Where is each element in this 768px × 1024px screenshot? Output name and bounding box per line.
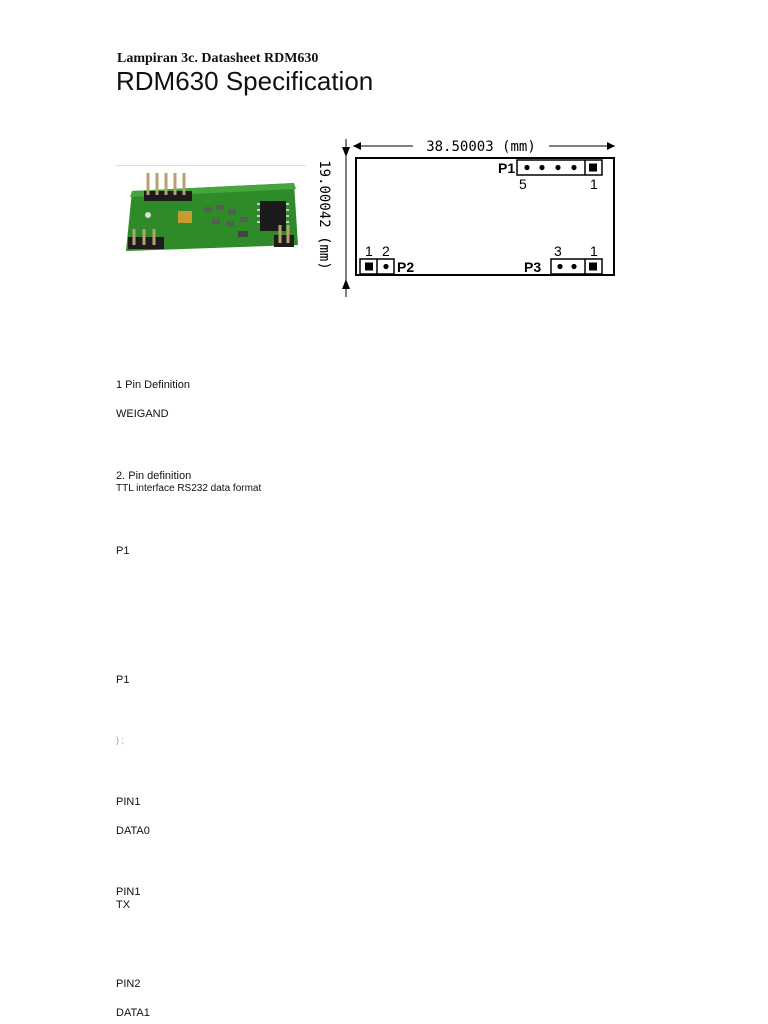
- pin2-label: PIN2: [116, 978, 141, 990]
- p2-label: P2: [397, 259, 415, 275]
- data1-label: DATA1: [116, 1007, 150, 1019]
- weigand-label: WEIGAND: [116, 408, 169, 420]
- pin-definition-heading-1: 1 Pin Definition: [116, 379, 190, 391]
- ttl-interface-text: TTL interface RS232 data format: [116, 483, 262, 494]
- tx-label: TX: [116, 899, 131, 911]
- pin1-label-a: PIN1: [116, 796, 141, 808]
- pin1-label-b: PIN1: [116, 886, 141, 898]
- page-title: RDM630 Specification: [116, 66, 374, 96]
- width-dimension-label: 38.50003 (mm): [426, 139, 536, 155]
- p3-label: P3: [524, 259, 542, 275]
- rdm630-module-photo: [116, 165, 306, 265]
- height-dimension-label: 19.00042 (mm): [316, 160, 332, 270]
- p2-pin-2-label: 2: [382, 243, 390, 259]
- data0-label: DATA0: [116, 825, 150, 837]
- pin-definition-heading-2: 2. Pin definition: [116, 470, 192, 482]
- p1-heading-a: P1: [116, 545, 130, 557]
- p1-heading-b: P1: [116, 674, 130, 686]
- faint-text: ) ;: [116, 735, 124, 745]
- p3-pin-1-label: 1: [590, 243, 598, 259]
- p1-pin-1-label: 1: [590, 176, 598, 192]
- p3-pin-3-label: 3: [554, 243, 562, 259]
- p1-pin-5-label: 5: [519, 176, 527, 192]
- dimension-drawing: [315, 133, 625, 303]
- p2-pin-1-label: 1: [365, 243, 373, 259]
- p1-label: P1: [498, 160, 516, 176]
- appendix-heading: Lampiran 3c. Datasheet RDM630: [117, 51, 319, 66]
